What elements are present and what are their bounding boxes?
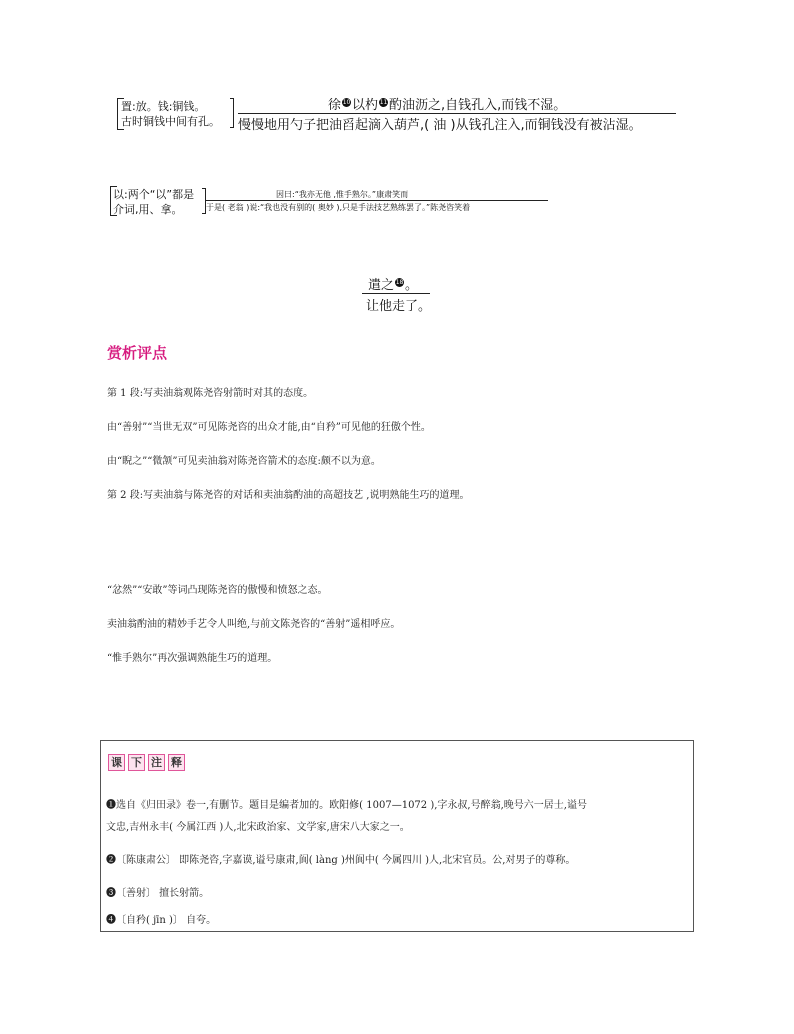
notes-tag-char-2: 下 [128, 754, 145, 771]
original-text-3: 遣之 [368, 278, 395, 293]
appreciation-heading: 赏析评点 [107, 344, 168, 362]
divider-3 [362, 293, 430, 294]
note-3-text: 〔善射〕 擅长射箭。 [116, 888, 210, 899]
gloss-2-line-1: 以:两个“以”都是 [113, 188, 195, 201]
note-marker-18: 18 [395, 278, 404, 286]
appreciation-para-6: 卖油翁酌油的精妙手艺令人叫绝,与前文陈尧咨的“善射”遥相呼应。 [107, 619, 401, 630]
original-line-2: 因曰:“我亦无他 ,惟手熟尔。”康肃笑而 [276, 190, 409, 199]
note-3-marker: ❸ [106, 888, 116, 899]
appreciation-para-1: 第 1 段:写卖油翁观陈尧咨射箭时对其的态度。 [107, 388, 314, 399]
notes-tag-char-4: 释 [168, 754, 185, 771]
notes-tag [108, 751, 188, 771]
note-1-continued: 文忠,吉州永丰( 今属江西 )人,北宋政治家、文学家,唐宋八大家之一。 [106, 822, 410, 833]
original-text-c: 酌油沥之,自钱孔入,而钱不湿。 [389, 98, 567, 113]
note-4-text: 〔自矜( jīn )〕 自夸。 [116, 915, 217, 926]
original-text-a: 徐 [328, 98, 342, 113]
translation-1: 慢慢地用勺子把油舀起滴入葫芦,( 油 )从钱孔注入,而铜钱没有被沾湿。 [238, 118, 642, 133]
divider-2 [206, 200, 548, 201]
appreciation-para-7: “惟手熟尔”再次强调熟能生巧的道理。 [107, 653, 278, 664]
note-4-marker: ❹ [106, 915, 116, 926]
notes-box [100, 740, 694, 932]
appreciation-para-3: 由“睨之”“微颔”可见卖油翁对陈尧咨箭术的态度:颇不以为意。 [107, 456, 381, 467]
note-2 [106, 851, 575, 866]
note-marker-10: 10 [342, 98, 351, 106]
note-1-text: 选自《归田录》卷一,有删节。题目是编者加的。欧阳修( 1007—1072 ),字永叔,号醉翁,晚号六一居士,谥号 [116, 800, 587, 811]
gloss-2-line-2: 介词,用、拿。 [113, 203, 183, 216]
gloss-1-line-2: 古时铜钱中间有孔。 [121, 115, 220, 128]
note-3 [106, 884, 209, 899]
note-1 [106, 796, 587, 811]
gloss-1-line-1: 置:放。钱:铜钱。 [121, 100, 206, 113]
original-line-3 [368, 274, 418, 293]
translation-2: 于是( 老翁 )说:“我也没有别的( 奥妙 ),只是手法技艺熟练罢了。”陈尧咨笑着 [206, 203, 471, 212]
gloss-1-close-bracket [230, 98, 234, 128]
note-4 [106, 911, 216, 926]
appreciation-para-2: 由“善射”“当世无双”可见陈尧咨的出众才能,由“自矜”可见他的狂傲个性。 [107, 422, 431, 433]
original-line-1 [328, 94, 566, 113]
appreciation-para-4: 第 2 段:写卖油翁与陈尧咨的对话和卖油翁酌油的高超技艺 ,说明熟能生巧的道理。 [107, 490, 470, 501]
translation-3: 让他走了。 [366, 299, 432, 314]
note-2-marker: ❷ [106, 855, 116, 866]
notes-tag-char-3: 注 [148, 754, 165, 771]
note-2-text: 〔陈康肃公〕 即陈尧咨,字嘉谟,谥号康肃,阆( làng )州阆中( 今属四川 )人,北宋官员。公,对男子的尊称。 [116, 855, 576, 866]
original-text-b: 以杓 [352, 98, 379, 113]
notes-tag-char-1: 课 [108, 754, 125, 771]
appreciation-para-5: “忿然”“安敢”等词凸现陈尧咨的傲慢和愤怒之态。 [107, 585, 328, 596]
note-1-marker: ❶ [106, 800, 116, 811]
original-end-3: 。 [405, 278, 419, 293]
note-marker-11: 11 [379, 98, 388, 106]
